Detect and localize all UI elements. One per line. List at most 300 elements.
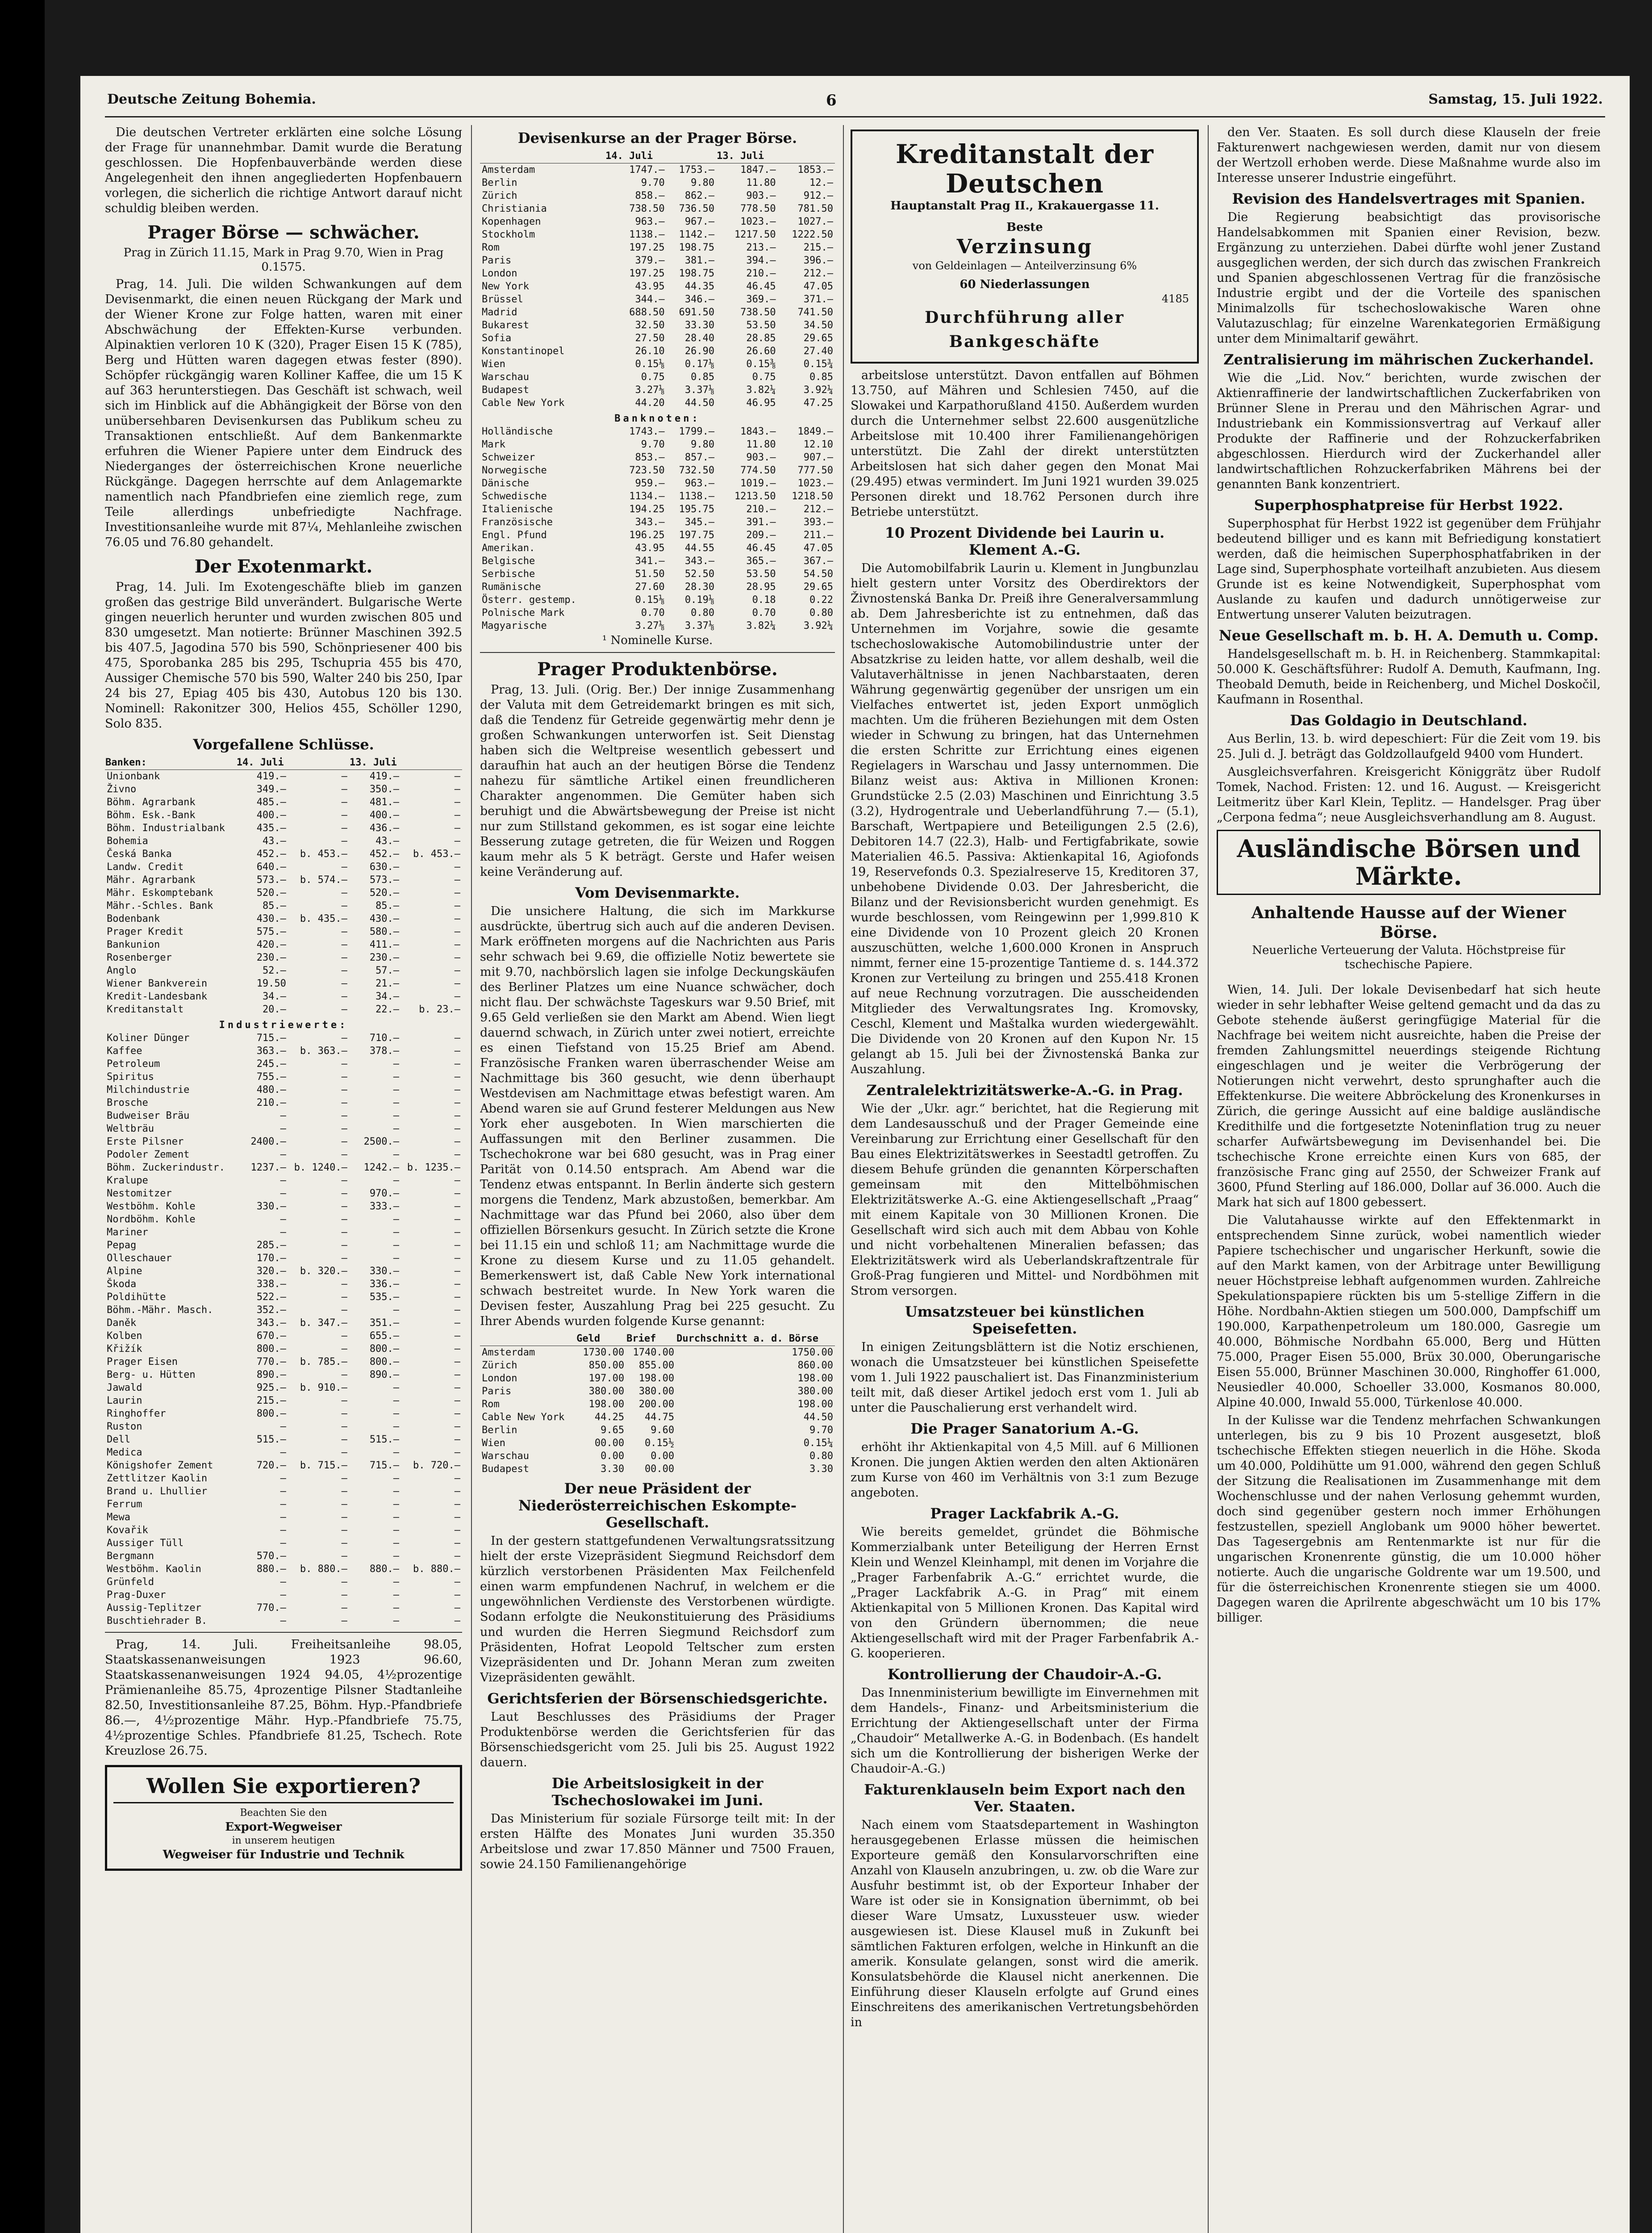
row-label: Nestomitzer <box>107 1188 172 1199</box>
row-label: Unionbank <box>107 771 160 782</box>
chaudoir-article: Das Innenministerium bewilligte im Einvernehmen mit dem Handels-, Finanz- und Arbeitsministerium die Errichtung der Aktiengesellschaft unter der Firma „Chaudoir“ Metallwerke A.-G. in Bodenbach. (Es handelt sich um die Kontrollierung der bisherigen Werke der Chaudoir-A.-G.) <box>851 1686 1199 1776</box>
row-label: Prag-Duxer <box>107 1589 166 1601</box>
row-value: — <box>454 874 460 886</box>
row-value: — <box>341 1408 347 1419</box>
row-label: Böhm. Industrialbank <box>107 823 225 834</box>
row-value: 400.— <box>256 810 286 821</box>
row-value: — <box>341 1369 347 1380</box>
row-value: 26.10 <box>635 346 665 357</box>
row-value: — <box>393 1499 400 1510</box>
row-value: 3.30 <box>809 1464 833 1475</box>
row-value: 890.— <box>256 1369 286 1380</box>
row-label: Französische <box>482 517 553 528</box>
zentral-headline: Zentralelektrizitätswerke-A.-G. in Prag. <box>866 1082 1183 1099</box>
row-value: — <box>280 1473 286 1484</box>
row-value: 12.— <box>809 177 833 188</box>
row-value: 452.— <box>256 849 286 860</box>
row-value: — <box>393 1175 400 1186</box>
row-value: — <box>341 978 347 989</box>
goldagio-headline: Das Goldagio in Deutschland. <box>1290 712 1527 729</box>
praesident-article: In der gestern stattgefundenen Verwaltungsratssitzung hielt der erste Vizepräsident Siegmund Reichsdorf dem kürzlich verstorbenen Präsidenten Max Feilchenfeld einen warm empfundenen Nachruf, in welchem er die ungewöhnlichen Verdienste des Verstorbenen würdigte. Sodann erfolgte die Neukonstituierung des Präsidiums und wurden die Herren Siegmund Reichsdorf zum Präsidenten, Hofrat Leopold Teltscher zum ersten Vizepräsidenten und Dr. Johann Meran zum zweiten Vizepräsidenten gewählt. <box>480 1534 835 1685</box>
row-value: — <box>341 771 347 782</box>
row-value: — <box>454 1149 460 1160</box>
row-value: — <box>454 1602 460 1614</box>
row-value: 209.— <box>746 530 776 541</box>
row-value: 210.— <box>746 268 776 279</box>
row-value: 0.85 <box>691 372 715 383</box>
row-label: Holländische <box>482 426 553 437</box>
table-row <box>480 1437 835 1450</box>
export-ad-line: Beachten Sie den <box>240 1807 327 1819</box>
row-value: 963.— <box>635 216 665 227</box>
row-value: — <box>454 1305 460 1316</box>
ad-code: 4185 <box>1161 293 1189 305</box>
row-value: 857.— <box>684 452 715 463</box>
row-label: Norwegische <box>482 465 547 476</box>
row-value: — <box>341 1175 347 1186</box>
row-value: 230.— <box>369 952 400 963</box>
row-value: 197.75 <box>679 530 715 541</box>
produkten-article: Prag, 13. Juli. (Orig. Ber.) Der innige Zusammenhang der Valuta mit dem Getreidemarkt bringen es mit sich, daß die Tendenz für Getreide gegenwärtig mehr denn je großen Schwankungen unterworfen ist. Seit Dienstag haben sich die Weltpreise wesentlich gebessert und daraufhin hat auch an der heutigen Börse die Tendenz nahezu für sämtliche Artikel einen freundlicheren Charakter angenommen. Die Gemüter haben sich beruhigt und die Abwärtsbewegung der Preise ist nicht nur zum Stillstand gekommen, es ist sogar eine leichte Besserung zutage getreten, die für Weizen und Roggen kaum mehr als 5 K beträgt. Gerste und Hafer weisen keine Veränderung auf. <box>480 683 835 879</box>
table-row <box>105 1265 462 1278</box>
table-row <box>480 1424 835 1437</box>
row-label: Schwedische <box>482 491 547 502</box>
row-label: Belgische <box>482 556 535 567</box>
row-value: 28.40 <box>684 333 715 344</box>
row-value: — <box>393 1123 400 1134</box>
row-value: — <box>454 1240 460 1251</box>
row-label: Stockholm <box>482 229 535 240</box>
row-value: — <box>454 823 460 834</box>
table-row <box>105 899 462 912</box>
row-label: Kreditanstalt <box>107 1004 184 1015</box>
row-value: 19.50 <box>256 978 286 989</box>
row-value: 346.— <box>684 294 715 305</box>
row-value: 285.— <box>256 1240 286 1251</box>
table-row <box>105 1278 462 1291</box>
row-label: Budweiser Bräu <box>107 1110 190 1121</box>
demuth-headline: Neue Gesellschaft m. b. H. A. Demuth u. Comp. <box>1218 627 1599 644</box>
row-value: — <box>341 797 347 808</box>
table-row <box>105 912 462 925</box>
arbeitslos-headline: Die Arbeitslosigkeit in der Tschechoslowakei im Juni. <box>551 1775 763 1809</box>
row-value: 855.00 <box>638 1360 675 1371</box>
row-value: — <box>393 1084 400 1096</box>
row-value: 9.70 <box>809 1425 833 1436</box>
row-label: Wien <box>482 1438 505 1449</box>
row-value: 419.— <box>369 771 400 782</box>
table-row <box>480 503 835 516</box>
row-value: — <box>393 1615 400 1627</box>
row-value: 1799.— <box>679 426 715 437</box>
table-row <box>105 1550 462 1563</box>
row-value: — <box>341 1538 347 1549</box>
export-advertisement <box>105 1765 462 1871</box>
row-label: Alpine <box>107 1266 142 1277</box>
row-label: Kopenhagen <box>482 216 541 227</box>
row-value: 715.— <box>369 1460 400 1471</box>
row-value: 28.85 <box>746 333 776 344</box>
row-label: Škoda <box>107 1279 137 1290</box>
table-row <box>105 1252 462 1265</box>
row-value: — <box>393 1214 400 1225</box>
row-value: 11.80 <box>746 439 776 450</box>
row-value: — <box>280 1589 286 1601</box>
row-value: 575.— <box>256 926 286 937</box>
row-value: 198.00 <box>588 1399 625 1410</box>
row-value: 850.00 <box>588 1360 625 1371</box>
row-value: 580.— <box>369 926 400 937</box>
row-value: 12.10 <box>803 439 833 450</box>
laurin-article: Die Automobilfabrik Laurin u. Klement in Jungbunzlau hielt gestern unter Vorsitz des Oberdirektors der Živnostenská Banka Dr. Preiß ihre Generalversammlung ab. Dem Jahresberichte ist zu entnehmen, daß das Unternehmen im Vorjahre, sowie die gesamte tschechoslowakische Automobilindustrie unter der Absatzkrise zu leiden hatte, vor allem deshalb, weil die Valutaverhältnisse in jenen Nachbarstaaten, deren Währung gegenwärtig gegenüber der unsrigen um ein Vielfaches entwertet ist, jeden Export unmöglich machten. Um die früheren Beziehungen mit dem Osten wieder in Schwung zu bringen, hat das Unternehmen die ersten Schritte zur Errichtung eines eigenen Regielagers in Warschau und Jassy unternommen. Die Bilanz weist aus: Aktiva in Millionen Kronen: Grundstücke 2.5 (2.03) Maschinen und Einrichtung 3.5 (3.2), Hydrogentrale und Ueberlandführung 7.— (5.1), Barschaft, Wertpapiere und Beteiligungen 2.5 (2.6), Debitoren 14.7 (22.3), Halb- und Fertigfabrikate, sowie Materialien 46.5. Passiva: Aktienkapital 16, Agiofonds 19, Reservefonds 0.3. Spezialreserve 15, Kreditoren 37, unbehobene Dividende 0.03. Der Jahresbericht, die Bilanz und der Revisionsbericht wurden genehmigt. Es wurde beschlossen, vom Reingewinn per 1,999.810 K eine Dividende von 10 Prozent gleich 20 Kronen auszuschütten, welche 1,600.000 Kronen in Anspruch nimmt, ferner eine 15-prozentige Tantieme d. s. 144.372 Kronen zur Verteilung zu bringen und 255.418 Kronen auf neue Rechnung vorzutragen. Die ausscheidenden Mitglieder des Verwaltungsrates Ing. Kromovsky, Ceschl, Klement und Maštalka wurden wiedergewählt. Die Dividende von 20 Kronen auf den Kupon Nr. 15 gelangt ab 15. Juli bei der Živnostenská Banka zur Auszahlung. <box>851 561 1199 1076</box>
row-value: 27.40 <box>803 346 833 357</box>
row-value: 0.17⅛ <box>684 359 715 370</box>
row-value: 330.— <box>256 1201 286 1212</box>
exoten-article: Prag, 14. Juli. Im Exotengeschäfte blieb im ganzen großen das gestrige Bild unverändert. Bulgarische Werte gingen neuerlich herunter und wurden zwischen 805 und 830 umgesetzt. Man notierte: Brünner Maschinen 392.5 bis 407.5, Jagodina 570 bis 590, Schönpriesener 400 bis 475, Sporobanka 285 bis 295, Tschupria 455 bis 470, Aussiger Chemische 570 bis 590, Walter 240 bis 250, Ipar 24 bis 27, Epiag 405 bis 430, Autobus 120 bis 130. Nominell: Rakonitzer 300, Helios 455, Schöller 1290, Solo 835. <box>105 580 462 731</box>
row-label: Österr. gestemp. <box>482 594 576 606</box>
row-value: 34.50 <box>803 320 833 331</box>
row-value: — <box>341 939 347 950</box>
row-label: Rom <box>482 1399 500 1410</box>
row-value: — <box>454 771 460 782</box>
row-value: — <box>280 1110 286 1121</box>
table-header-row: 14. Juli 13. Juli <box>480 149 835 163</box>
row-value: 520.— <box>256 887 286 899</box>
table-header-row: Banken: 14. Juli 13. Juli <box>105 756 462 770</box>
row-label: Aussiger Tüll <box>107 1538 184 1549</box>
schluesse-headline: Vorgefallene Schlüsse. <box>193 736 374 753</box>
row-value: 1023.— <box>797 478 833 489</box>
row-value: 1753.— <box>679 164 715 176</box>
row-value: 770.— <box>256 1602 286 1614</box>
row-value: 1142.— <box>679 229 715 240</box>
row-value: — <box>341 1473 347 1484</box>
row-value: — <box>341 1136 347 1147</box>
ad-line: 60 Niederlassungen <box>959 278 1090 291</box>
row-value: — <box>341 1253 347 1264</box>
row-value: — <box>341 1188 347 1199</box>
row-value: — <box>280 1615 286 1627</box>
table-row <box>105 1213 462 1226</box>
table-row <box>105 1330 462 1342</box>
column-rule <box>471 125 472 2233</box>
row-value: 352.— <box>256 1305 286 1316</box>
table-row <box>480 594 835 606</box>
row-value: — <box>341 810 347 821</box>
row-value: — <box>280 1499 286 1510</box>
row-value: b. 1240.— <box>294 1162 347 1173</box>
row-value: — <box>341 965 347 976</box>
row-value: — <box>454 1227 460 1238</box>
row-label: London <box>482 268 517 279</box>
row-label: Rosenberger <box>107 952 172 963</box>
row-value: 570.— <box>256 1551 286 1562</box>
row-label: Wien <box>482 359 505 370</box>
row-value: — <box>341 1499 347 1510</box>
row-value: 170.— <box>256 1253 286 1264</box>
table-row <box>105 848 462 861</box>
row-value: 3.82¼ <box>746 620 776 631</box>
row-label: Grünfeld <box>107 1576 154 1588</box>
row-value: 858.— <box>635 190 665 201</box>
row-label: Milchindustrie <box>107 1084 190 1096</box>
row-value: — <box>341 1512 347 1523</box>
row-value: — <box>341 926 347 937</box>
row-label: Pepag <box>107 1240 137 1251</box>
row-value: — <box>393 1097 400 1108</box>
row-label: Sofia <box>482 333 512 344</box>
row-value: b. 785.— <box>300 1356 347 1367</box>
devisen-headline: Devisenkurse an der Prager Börse. <box>517 130 797 146</box>
row-value: 480.— <box>256 1084 286 1096</box>
page-number: 6 <box>826 92 837 109</box>
row-value: 1747.— <box>629 164 665 176</box>
row-value: — <box>454 1499 460 1510</box>
table-row <box>105 1317 462 1330</box>
row-label: Konstantinopel <box>482 346 565 357</box>
row-value: — <box>280 1214 286 1225</box>
row-value: 420.— <box>256 939 286 950</box>
row-value: 2400.— <box>250 1136 286 1147</box>
row-value: b. 715.— <box>300 1460 347 1471</box>
table-row <box>105 809 462 822</box>
row-label: Böhm. Zuckerindustr. <box>107 1162 225 1173</box>
row-value: — <box>454 1615 460 1627</box>
row-value: — <box>454 1525 460 1536</box>
row-label: Serbische <box>482 569 535 580</box>
row-value: — <box>454 900 460 912</box>
row-value: 9.70 <box>641 439 665 450</box>
row-value: 33.30 <box>684 320 715 331</box>
row-value: 215.— <box>256 1395 286 1406</box>
row-value: 47.05 <box>803 281 833 292</box>
row-label: Brüssel <box>482 294 523 305</box>
table-row <box>105 1032 462 1045</box>
row-value: — <box>454 861 460 873</box>
row-value: — <box>393 1525 400 1536</box>
row-value: — <box>393 1253 400 1264</box>
row-value: — <box>454 978 460 989</box>
row-value: 22.— <box>375 1004 400 1015</box>
row-value: — <box>341 1214 347 1225</box>
row-value: 778.50 <box>740 203 776 214</box>
export-ad-line: Wegweiser für Industrie und Technik <box>163 1848 405 1861</box>
table-row <box>480 176 835 189</box>
row-value: 0.75 <box>641 372 665 383</box>
row-value: 0.15⅛ <box>635 359 665 370</box>
row-value: 1750.00 <box>792 1347 833 1358</box>
row-value: — <box>454 1576 460 1588</box>
table-row <box>105 1394 462 1407</box>
column-rule <box>843 125 844 2233</box>
row-value: 365.— <box>746 556 776 567</box>
table-row <box>480 516 835 529</box>
table-row <box>480 619 835 632</box>
table-row <box>105 1537 462 1550</box>
spanien-headline: Revision des Handelsvertrages mit Spanien. <box>1232 190 1585 207</box>
table-row <box>480 568 835 581</box>
row-value: 1138.— <box>679 491 715 502</box>
row-value: 27.60 <box>635 581 665 593</box>
row-value: 0.80 <box>691 607 715 619</box>
row-label: Mähr. Eskomptebank <box>107 887 213 899</box>
arbeitslos-article: Das Ministerium für soziale Fürsorge teilt mit: In der ersten Hälfte des Monates Juni wurden 35.350 Arbeitslose und zwar 17.850 Männer und 7500 Frauen, sowie 24.150 Familienangehörige <box>480 1812 835 1871</box>
row-value: — <box>454 1292 460 1303</box>
table-row <box>105 1135 462 1148</box>
row-value: 198.75 <box>679 268 715 279</box>
row-value: 1242.— <box>363 1162 400 1173</box>
table-row <box>105 1187 462 1200</box>
row-label: Bodenbank <box>107 913 160 924</box>
row-label: Warschau <box>482 1451 529 1462</box>
row-value: — <box>341 1292 347 1303</box>
table-row <box>105 1511 462 1524</box>
row-value: 774.50 <box>740 465 776 476</box>
row-value: — <box>341 1033 347 1044</box>
row-value: 452.— <box>369 849 400 860</box>
table-row <box>480 464 835 477</box>
row-label: Medica <box>107 1447 142 1458</box>
row-value: 26.60 <box>746 346 776 357</box>
table-row <box>105 783 462 796</box>
row-value: b. 453.— <box>300 849 347 860</box>
row-value: 380.00 <box>588 1386 625 1397</box>
ad-line: von Geldeinlagen — Anteilverzinsung 6% <box>912 259 1137 272</box>
row-value: 419.— <box>256 771 286 782</box>
row-value: 44.50 <box>684 397 715 409</box>
row-label: Cable New York <box>482 1412 565 1423</box>
row-value: 210.— <box>746 504 776 515</box>
row-label: Madrid <box>482 307 517 318</box>
row-value: 369.— <box>746 294 776 305</box>
row-value: — <box>454 1188 460 1199</box>
row-label: Kredit-Landesbank <box>107 991 208 1002</box>
row-value: 430.— <box>256 913 286 924</box>
row-value: 515.— <box>256 1434 286 1445</box>
row-value: b. 574.— <box>300 874 347 886</box>
row-value: 573.— <box>256 874 286 886</box>
row-value: 736.50 <box>679 203 715 214</box>
row-value: — <box>393 1421 400 1432</box>
row-value: — <box>280 1525 286 1536</box>
row-value: 800.— <box>256 1408 286 1419</box>
row-value: — <box>454 1395 460 1406</box>
row-value: 197.25 <box>629 242 665 253</box>
row-label: Ferrum <box>107 1499 142 1510</box>
table-row <box>105 925 462 938</box>
row-value: 320.— <box>256 1266 286 1277</box>
table-row <box>105 1200 462 1213</box>
row-value: — <box>341 1305 347 1316</box>
row-value: 57.— <box>375 965 400 976</box>
row-label: Berg- u. Hütten <box>107 1369 196 1380</box>
row-value: — <box>454 926 460 937</box>
row-value: — <box>393 1512 400 1523</box>
row-label: Dell <box>107 1434 130 1445</box>
row-label: Mark <box>482 439 505 450</box>
row-value: — <box>280 1188 286 1199</box>
row-value: 52.— <box>262 965 286 976</box>
row-label: London <box>482 1373 517 1384</box>
ferien-headline: Gerichtsferien der Börsenschiedsgerichte. <box>487 1690 828 1707</box>
row-value: 371.— <box>803 294 833 305</box>
row-label: Ruston <box>107 1421 142 1432</box>
kulisse-article: In der Kulisse war die Tendenz mehrfachen Schwankungen unterlegen, bis zu 9 bis 10 Prozent ausgesetzt, bloß tschechische Effekten stiegen neuerlich in die Höhe. Skoda um 40.000, Poldihütte um 91.000, während den gegen Schluß der Sitzung die Realisationen im Zusammenhange mit dem Wochenschlusse und der nahen Verlosung gehemmt wurden, doch sind gegenüber gestern noch immer Erhöhungen festzustellen, speziell Anglobank um 9000 höher bewertet. Das Tagesergebnis am Rentenmarkte ist nur für die ungarischen Kronenrente günstig, die um 10.000 höher notierte. Auch die ungarische Goldrente war um 19.500, und für die österreichischen Kronenrente stiegen sie um 4000. Dagegen waren die Aprilrente abgeschwächt um 10 bis 17% billiger. <box>1217 1413 1601 1625</box>
row-value: — <box>454 784 460 795</box>
row-value: — <box>280 1421 286 1432</box>
row-value: 380.00 <box>638 1386 675 1397</box>
row-value: — <box>393 1058 400 1070</box>
row-value: 723.50 <box>629 465 665 476</box>
row-label: Cable New York <box>482 397 565 409</box>
ferien-article: Laut Beschlusses des Präsidiums der Prager Produktenbörse werden die Gerichtsferien für das Börsenschiedsgericht vom 25. Juli bis 25. August 1922 dauern. <box>480 1710 835 1769</box>
row-value: 27.50 <box>635 333 665 344</box>
table-row <box>105 1304 462 1317</box>
zucker-headline: Zentralisierung im mährischen Zuckerhandel. <box>1223 351 1594 368</box>
table-row <box>105 1485 462 1498</box>
row-value: 0.22 <box>809 594 833 606</box>
table-row <box>105 1003 462 1016</box>
table-row <box>105 1355 462 1368</box>
table-row <box>105 887 462 899</box>
ausgleich-notice: Ausgleichsverfahren. Kreisgericht Königgrätz über Rudolf Tomek, Nachod. Fristen: 12. und 16. August. — Kreisgericht Leitmeritz über Karl Klein, Teplitz. — Handelsger. Prag über „Cerpona fedma“; neue Ausgleichsverhandlung am 8. August. <box>1217 765 1601 824</box>
row-value: — <box>341 1395 347 1406</box>
table-row <box>105 1381 462 1394</box>
row-value: — <box>393 1589 400 1601</box>
table-row <box>105 1148 462 1161</box>
row-value: 46.45 <box>746 543 776 554</box>
devisen-table <box>480 149 835 632</box>
row-label: Zürich <box>482 190 517 201</box>
row-value: — <box>341 991 347 1002</box>
row-label: Dänische <box>482 478 529 489</box>
row-value: — <box>341 784 347 795</box>
row-value: 44.25 <box>594 1412 625 1423</box>
row-value: 903.— <box>746 452 776 463</box>
row-value: — <box>454 1473 460 1484</box>
export-ad-line: Export-Wegweiser <box>225 1820 342 1834</box>
row-value: — <box>341 1201 347 1212</box>
row-label: Mariner <box>107 1227 148 1238</box>
row-value: 1849.— <box>797 426 833 437</box>
row-value: — <box>454 952 460 963</box>
row-value: 1138.— <box>629 229 665 240</box>
row-value: 47.05 <box>803 543 833 554</box>
row-label: Westböhm. Kohle <box>107 1201 196 1212</box>
row-value: 345.— <box>684 517 715 528</box>
sanatorium-headline: Die Prager Sanatorium A.-G. <box>910 1420 1139 1437</box>
table-row <box>105 977 462 990</box>
row-value: — <box>454 1071 460 1083</box>
row-value: — <box>341 1421 347 1432</box>
row-label: Mähr. Agrarbank <box>107 874 196 886</box>
row-value: — <box>393 1576 400 1588</box>
table-row <box>480 345 835 358</box>
table-row <box>480 189 835 202</box>
table-row <box>480 1372 835 1385</box>
row-value: 430.— <box>369 913 400 924</box>
row-value: 213.— <box>746 242 776 253</box>
table-row <box>105 1446 462 1459</box>
table-row <box>105 1071 462 1083</box>
row-value: 28.95 <box>746 581 776 593</box>
row-value: b. 23.— <box>419 1004 460 1015</box>
row-value: — <box>454 1382 460 1393</box>
abend-kurse-table <box>480 1332 835 1476</box>
umsatz-article: In einigen Zeitungsblättern ist die Notiz erschienen, wonach die Umsatzsteuer bei künstlichen Speisefette vom 1. Juli 1922 pauschaliert ist. Das Finanzministerium teilt mit, daß dieser Artikel jedoch erst vom 1. Juli ab unter die Pauschalierung erst verhandelt wird. <box>851 1340 1199 1415</box>
row-label: Paris <box>482 255 512 266</box>
row-value: 363.— <box>256 1045 286 1057</box>
